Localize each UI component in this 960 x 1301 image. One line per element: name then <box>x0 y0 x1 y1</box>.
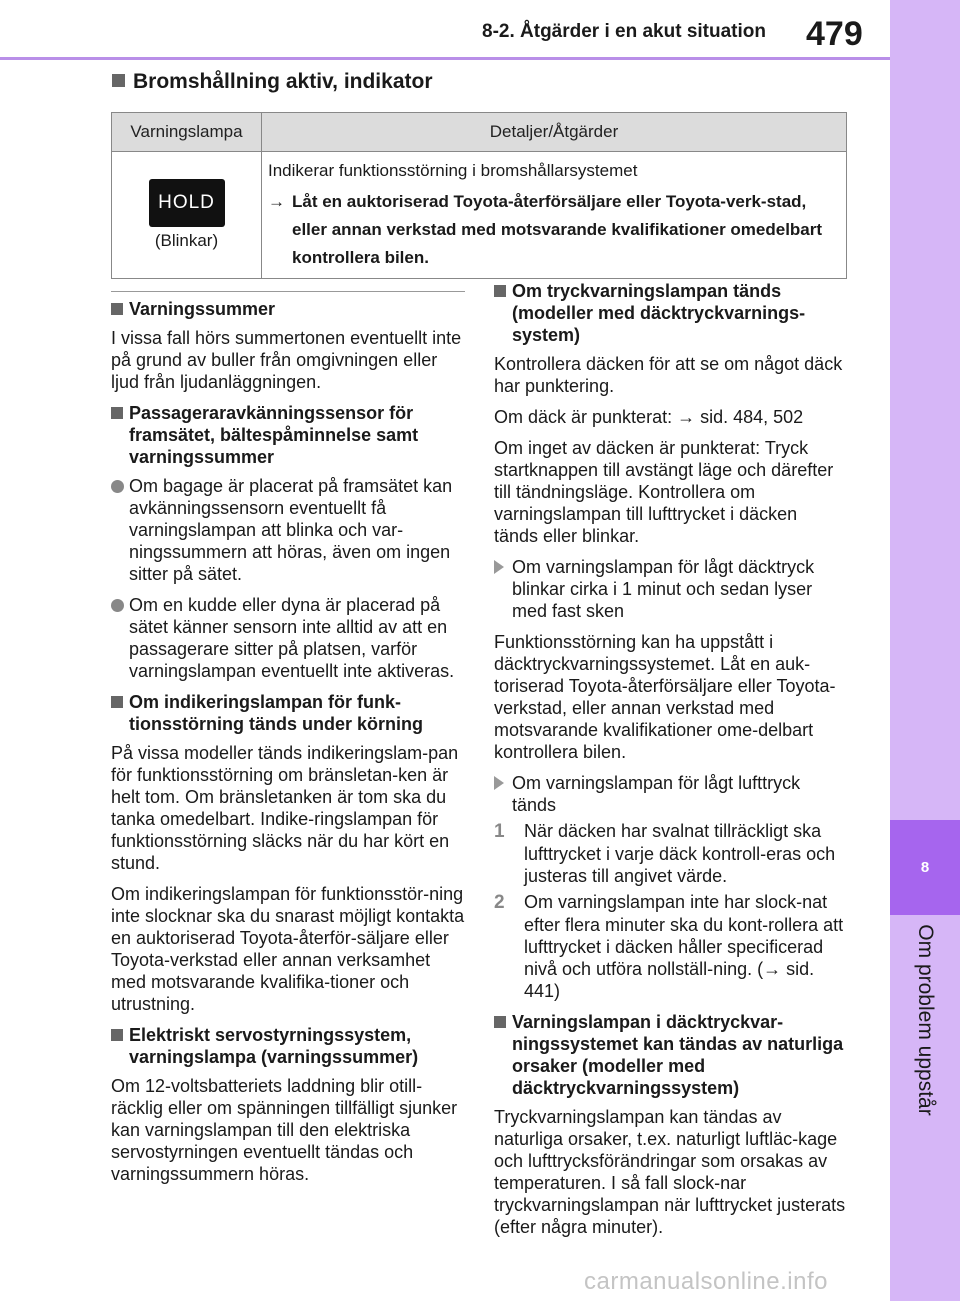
subheading-text: Elektriskt servostyrningssystem, varningslampa (varningssummer) <box>129 1025 419 1067</box>
triangle-bullet-icon <box>494 560 504 574</box>
step-text: Om varningslampan inte har slock-nat efter flera minuter ska du kont-rollera att lufttrycket i däcken håller specificerad nivå och utföra nollställ-ning. ( <box>524 892 844 979</box>
paragraph: I vissa fall hörs summertonen eventuellt inte på grund av buller från omgivningen eller ljud från ljudanläggningen. <box>111 328 462 392</box>
step-number: 1 <box>494 821 505 842</box>
list-item <box>494 556 846 622</box>
subheading-text: Om indikeringslampan för funk-tionsstörning tänds under körning <box>129 692 423 734</box>
arrow-right-icon: → <box>763 959 787 979</box>
arrow-right-icon: → <box>268 192 285 211</box>
reference-prefix: Om däck är punkterat: <box>494 407 673 427</box>
page-reference-link[interactable]: sid. 441) <box>524 959 815 1001</box>
step-number: 2 <box>494 892 505 913</box>
table-row <box>112 152 847 279</box>
paragraph: Om indikeringslampan för funktionsstör-ning inte slocknar ska du snarast möjligt kontakta en auktoriserad Toyota-återför-säljare eller Toyota-verkstad eller annan verksamhet med motsvarande kvalifika-tioner och utrustning. <box>111 884 465 1014</box>
square-bullet-icon <box>494 1016 506 1028</box>
subheading-text: Varningssummer <box>129 299 276 319</box>
detail-action <box>268 188 840 272</box>
subheading-natural-causes <box>494 1011 846 1099</box>
step-item <box>494 891 846 1002</box>
subheading-text: Om tryckvarningslampan tänds (modeller med däcktryckvarnings-system) <box>512 281 806 345</box>
triangle-bullet-icon <box>494 776 504 790</box>
list-item-text: Om varningslampan för lågt däcktryck blinkar cirka i 1 minut och sedan lyser med fast sken <box>512 557 815 621</box>
paragraph-reference <box>494 406 846 428</box>
step-item <box>494 820 846 887</box>
arrow-right-icon: → <box>677 407 696 427</box>
square-bullet-icon <box>112 74 125 87</box>
lamp-cell <box>112 152 262 279</box>
chapter-label: Om problem uppstår <box>914 924 937 1116</box>
square-bullet-icon <box>111 1029 123 1041</box>
warning-lamp-table <box>111 112 847 279</box>
right-column <box>494 280 846 1247</box>
running-header: 8-2. Åtgärder i en akut situation <box>482 21 766 42</box>
section-title-text: Bromshållning aktiv, indikator <box>133 70 433 93</box>
chapter-number[interactable]: 8 <box>890 820 960 915</box>
section-title <box>112 70 433 94</box>
header-rule <box>0 57 890 60</box>
list-item <box>494 772 846 816</box>
list-item-text: Om en kudde eller dyna är placerad på sätet känner sensorn inte alltid av att en passagerare sitter på platsen, varför varningslampan eventuellt inte aktiveras. <box>129 595 455 681</box>
page-reference-link[interactable]: sid. 484, 502 <box>700 407 804 427</box>
hold-indicator-icon: HOLD <box>149 179 225 227</box>
column-header-lamp: Varningslampa <box>112 113 262 152</box>
detail-description: Indikerar funktionsstörning i bromshållarsystemet <box>268 161 638 180</box>
paragraph: Kontrollera däcken för att se om något däck har punktering. <box>494 354 843 396</box>
circle-bullet-icon <box>111 599 124 612</box>
list-item-text: Om varningslampan för lågt lufttryck tänds <box>512 773 801 815</box>
square-bullet-icon <box>111 696 123 708</box>
subheading-text: Passageraravkänningssensor för framsätet, bältespåminnelse samt varningssummer <box>129 403 419 467</box>
paragraph: Tryckvarningslampan kan tändas av naturliga orsaker, t.ex. naturligt luftläc-kage och lufttrycksförändringar som orsakas av temperaturen. I så fall slock-nar tryckvarningslampan när lufttrycket justerats (efter några minuter). <box>494 1107 846 1237</box>
lamp-note: (Blinkar) <box>154 231 219 250</box>
square-bullet-icon <box>111 303 123 315</box>
subheading-text: Varningslampan i däcktryckvar-ningssystemet kan tändas av naturliga orsaker (modeller med däcktryckvarningssystem) <box>512 1012 844 1098</box>
paragraph: Om inget av däcken är punkterat: Tryck startknappen till avstängt läge och därefter till tändningsläge. Kontrollera om varningslampan till lufttrycket i däcken tänds eller blinkar. <box>494 438 834 546</box>
left-column <box>111 296 466 1194</box>
page-number: 479 <box>806 15 863 53</box>
detail-action-text: Låt en auktoriserad Toyota-återförsäljare eller Toyota-verk-stad, eller annan verkstad med motsvarande kvalifikationer omedelbart kontrollera bilen. <box>292 192 823 267</box>
subheading-eps <box>111 1024 466 1068</box>
step-text: När däcken har svalnat tillräckligt ska lufttrycket i varje däck kontroll-eras och justeras till angivet värde. <box>524 821 836 886</box>
list-item <box>111 475 466 585</box>
paragraph: Om 12-voltsbatteriets laddning blir otill-räcklig eller om spänningen tillfälligt sjunker kan varningslampan till den elektriska servostyrningen eventuellt tändas och varningssummern höras. <box>111 1076 458 1184</box>
watermark: carmanualsonline.info <box>584 1268 828 1295</box>
subheading-buzzer <box>111 298 466 320</box>
column-header-details: Detaljer/Åtgärder <box>262 113 847 152</box>
list-item <box>111 594 466 682</box>
column-divider <box>111 291 465 292</box>
subheading-passenger-sensor <box>111 402 466 468</box>
paragraph: På vissa modeller tänds indikeringslam-pan för funktionsstörning om bränsletan-ken är helt tom. Om bränsletanken är tom ska du tanka omedelbart. Indike-ringslampan för funktionsstörning släcks när du har kört en stund. <box>111 743 459 873</box>
subheading-tire-pressure <box>494 280 846 346</box>
list-item-text: Om bagage är placerat på framsätet kan avkänningssensorn eventuellt få varningslampan att blinka och var-ningssummern att höras, även om ingen sitter på sätet. <box>129 476 453 584</box>
square-bullet-icon <box>494 285 506 297</box>
paragraph: Funktionsstörning kan ha uppstått i däcktryckvarningssystemet. Låt en auk-toriserad Toyota-återförsäljare eller Toyota-verkstad, eller annan verkstad med motsvarande kvalifikationer ome-delbart kontrollera bilen. <box>494 632 836 762</box>
table-header-row <box>112 113 847 152</box>
subheading-malfunction <box>111 691 466 735</box>
details-cell <box>262 152 847 279</box>
square-bullet-icon <box>111 407 123 419</box>
circle-bullet-icon <box>111 480 124 493</box>
